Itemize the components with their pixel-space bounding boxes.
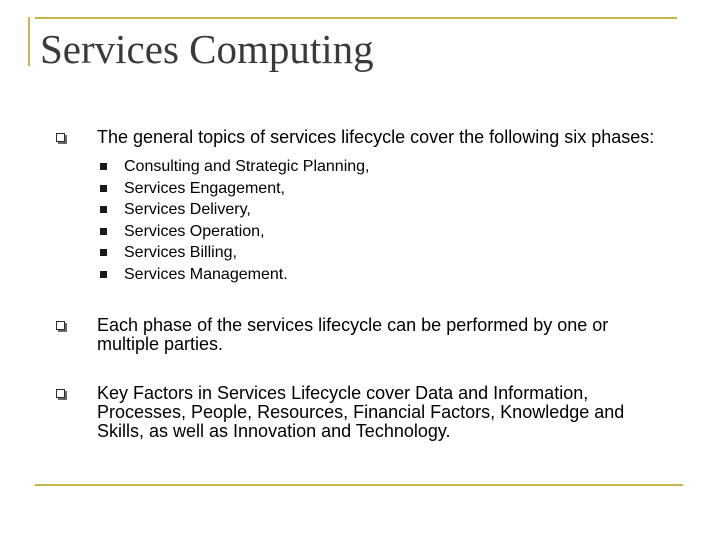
sub-item-management	[97, 264, 675, 286]
sub-item-operation	[97, 221, 675, 243]
sub-item-billing	[97, 242, 675, 264]
bullet-text: Each phase of the services lifecycle can be performed by one or multiple parties.	[97, 314, 609, 354]
square-bullet-icon	[100, 271, 107, 278]
square-bullet-icon	[100, 228, 107, 235]
sub-item-text: Services Management.	[124, 265, 288, 283]
sub-item-text: Services Billing,	[124, 244, 237, 262]
bullet-item-lifecycle-topics	[55, 128, 675, 286]
square-bullet-icon	[100, 185, 107, 192]
bullet-item-phase-parties	[55, 316, 675, 354]
sub-item-consulting	[97, 156, 675, 178]
top-divider	[35, 17, 677, 19]
slide-title: Services Computing	[40, 26, 374, 72]
bullet-text: Key Factors in Services Lifecycle cover Data and Information, Processes, People, Resources, Financial Factors, Knowledge and Skills, as well as Innovation and Technology.	[97, 382, 625, 441]
checkbox-square-icon	[56, 389, 65, 398]
checkbox-square-icon	[56, 133, 65, 142]
sub-bullet-list	[97, 156, 675, 286]
bottom-divider	[35, 484, 683, 486]
sub-item-text: Consulting and Strategic Planning,	[124, 158, 370, 175]
sub-item-text: Services Delivery,	[124, 201, 251, 219]
sub-item-text: Services Engagement,	[124, 179, 285, 197]
square-bullet-icon	[100, 163, 107, 170]
sub-item-text: Services Operation,	[124, 222, 265, 240]
bullet-list	[55, 128, 675, 469]
sub-item-engagement	[97, 178, 675, 200]
bullet-text: The general topics of services lifecycle cover the following six phases:	[97, 127, 655, 147]
sub-item-delivery	[97, 199, 675, 221]
bullet-item-key-factors	[55, 384, 675, 441]
left-divider	[28, 17, 30, 66]
square-bullet-icon	[100, 206, 107, 213]
square-bullet-icon	[100, 249, 107, 256]
checkbox-square-icon	[56, 321, 65, 330]
